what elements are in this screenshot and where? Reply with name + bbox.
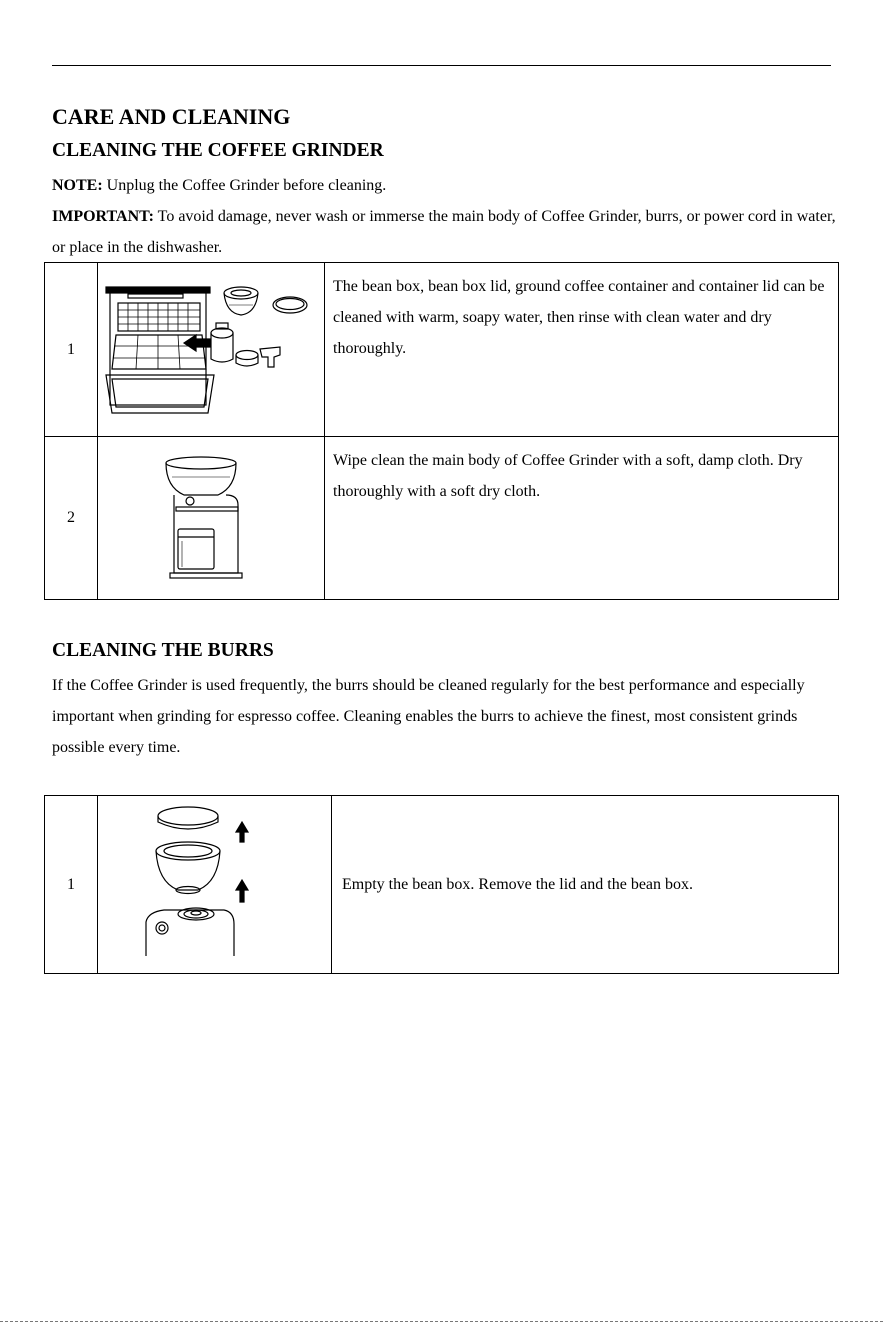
- step-number: 1: [45, 263, 98, 437]
- step-number: 1: [45, 796, 98, 974]
- burrs-cleaning-steps-table: [44, 795, 839, 974]
- coffee-grinder-illustration-icon: [98, 437, 325, 600]
- table-row: [45, 437, 839, 600]
- table-row: [45, 796, 839, 974]
- page-title: CARE AND CLEANING: [52, 104, 291, 129]
- important-text: To avoid damage, never wash or immerse the main body of Coffee Grinder, burrs, or power cord in water, or place in the dishwasher.: [52, 208, 836, 256]
- step-description: Empty the bean box. Remove the lid and the bean box.: [332, 796, 839, 974]
- grinder-cleaning-steps-table: [44, 262, 839, 600]
- important-paragraph: [52, 201, 842, 263]
- section-heading-grinder: CLEANING THE COFFEE GRINDER: [52, 140, 384, 161]
- section-heading-burrs: CLEANING THE BURRS: [52, 640, 274, 661]
- step-description: Wipe clean the main body of Coffee Grinder with a soft, damp cloth. Dry thoroughly with a soft dry cloth.: [325, 437, 839, 600]
- important-label: IMPORTANT:: [52, 208, 154, 225]
- footer-rule: [0, 1321, 883, 1322]
- header-rule: [52, 65, 831, 66]
- dishwasher-parts-illustration-icon: [98, 263, 325, 437]
- step-number: 2: [45, 437, 98, 600]
- table-row: [45, 263, 839, 437]
- step-description: The bean box, bean box lid, ground coffee container and container lid can be cleaned with warm, soapy water, then rinse with clean water and dry thoroughly.: [325, 263, 839, 437]
- remove-bean-box-illustration-icon: [98, 796, 332, 974]
- note-label: NOTE:: [52, 177, 103, 194]
- burrs-intro-paragraph: If the Coffee Grinder is used frequently, the burrs should be cleaned regularly for the best performance and especially important when grinding for espresso coffee. Cleaning enables the burrs to achieve the finest, most consistent grinds possible every time.: [52, 677, 805, 756]
- note-text: Unplug the Coffee Grinder before cleaning.: [102, 177, 387, 194]
- note-paragraph: [52, 170, 842, 201]
